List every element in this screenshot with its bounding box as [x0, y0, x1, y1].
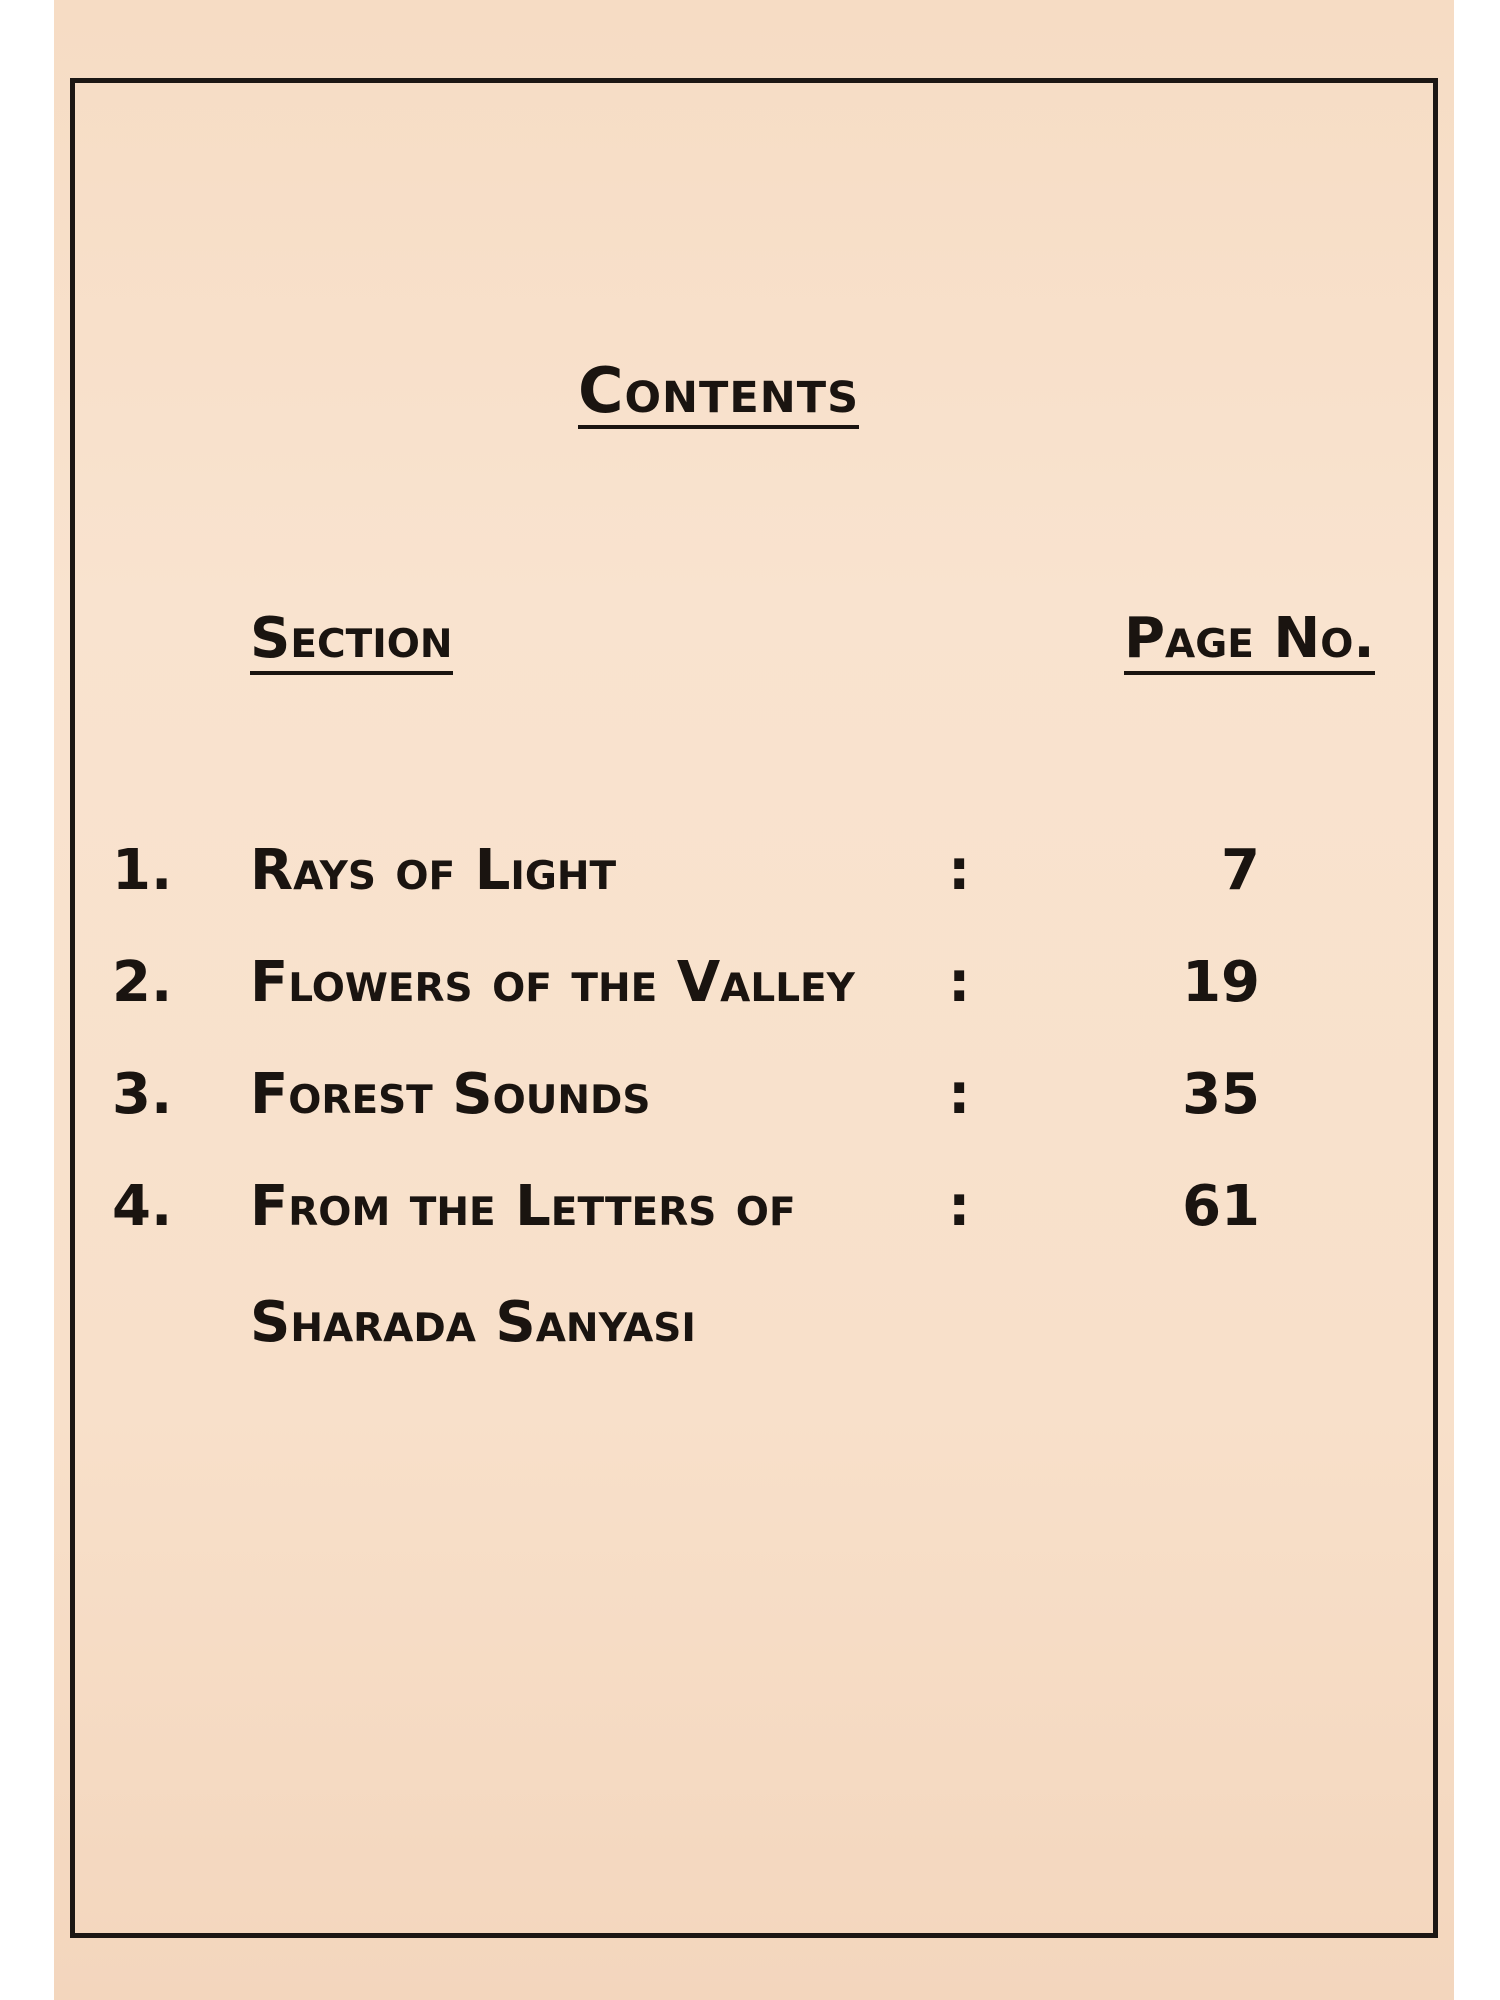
entry-separator: :: [948, 1174, 971, 1239]
entry-title: Forest Sounds: [250, 1062, 651, 1127]
page-number-column-header: Page No.: [1124, 610, 1375, 675]
entry-number: 4.: [112, 1174, 173, 1239]
entry-number: 3.: [112, 1062, 173, 1127]
entry-number: 1.: [112, 838, 173, 903]
contents-entry: [0, 838, 1500, 938]
entry-page-number: 7: [1221, 838, 1260, 903]
contents-entry: [0, 1062, 1500, 1162]
contents-entry: [0, 1174, 1500, 1274]
entry-title: From the Letters of: [250, 1174, 796, 1239]
entry-number: 2.: [112, 950, 173, 1015]
entry-page-number: 35: [1182, 1062, 1260, 1127]
section-column-header: Section: [250, 610, 453, 675]
entry-separator: :: [948, 950, 971, 1015]
entry-separator: :: [948, 838, 971, 903]
entry-title: Rays of Light: [250, 838, 617, 903]
page-title: Contents: [578, 358, 859, 429]
contents-entry: [0, 950, 1500, 1050]
entry-page-number: 19: [1182, 950, 1260, 1015]
entry-title: Flowers of the Valley: [250, 950, 855, 1015]
entry-separator: :: [948, 1062, 971, 1127]
entry-title-continued: Sharada Sanyasi: [250, 1290, 696, 1355]
entry-page-number: 61: [1182, 1174, 1260, 1239]
